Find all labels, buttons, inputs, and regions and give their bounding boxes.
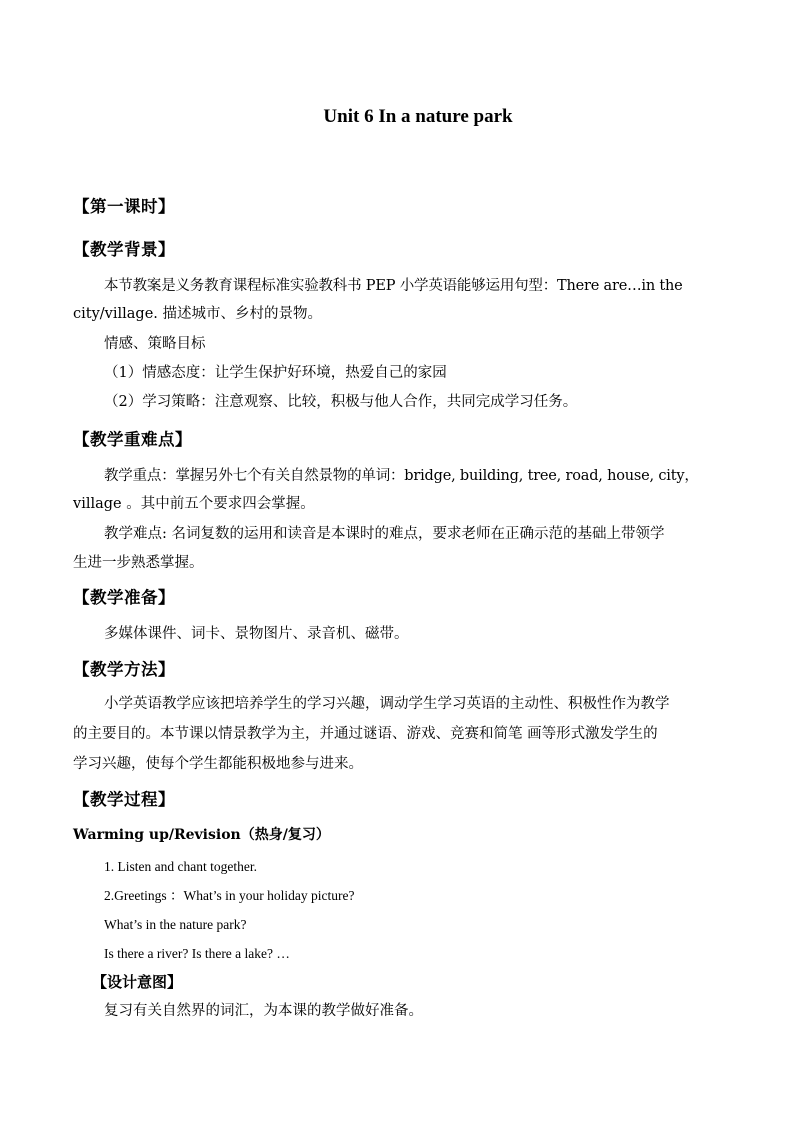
preparation-heading: 【教学准备】 xyxy=(73,588,175,607)
warmup-step-4: Is there a river? Is there a lake? … xyxy=(104,946,290,961)
process-heading: 【教学过程】 xyxy=(73,790,175,809)
lesson-heading: 【第一课时】 xyxy=(73,197,175,216)
method-heading: 【教学方法】 xyxy=(73,660,175,679)
preparation-line-1: 多媒体课件、词卡、景物图片、录音机、磁带。 xyxy=(104,626,409,642)
key-points-line-1: 教学重点：掌握另外七个有关自然景物的单词：bridge, building, tree, road, house, city， xyxy=(104,468,699,484)
method-line-1: 小学英语教学应该把培养学生的学习兴趣，调动学生学习英语的主动性、积极性作为教学 xyxy=(104,696,670,712)
key-points-line-2: village 。其中前五个要求四会掌握。 xyxy=(73,496,315,512)
background-heading: 【教学背景】 xyxy=(73,240,175,259)
goal-item-1: （1）情感态度：让学生保护好环境，热爱自己的家园 xyxy=(104,365,447,381)
goal-item-2: （2）学习策略：注意观察、比较，积极与他人合作，共同完成学习任务。 xyxy=(104,394,578,410)
background-line-2: city/village. 描述城市、乡村的景物。 xyxy=(73,306,322,322)
key-points-line-3: 教学难点: 名词复数的运用和读音是本课时的难点，要求老师在正确示范的基础上带领学 xyxy=(104,526,665,542)
warmup-step-2: 2.Greetings ：What’s in your holiday picture? xyxy=(104,888,355,903)
page-title: Unit 6 In a nature park xyxy=(323,106,513,127)
key-points-line-4: 生进一步熟悉掌握。 xyxy=(73,555,204,571)
warmup-step-3: What’s in the nature park? xyxy=(104,917,247,932)
goal-title: 情感、策略目标 xyxy=(104,336,206,352)
method-line-3: 学习兴趣，使每个学生都能积极地参与进来。 xyxy=(73,756,363,772)
key-points-heading: 【教学重难点】 xyxy=(73,430,192,449)
design-intent-heading: 【设计意图】 xyxy=(92,973,183,991)
warmup-step-1: 1. Listen and chant together. xyxy=(104,859,257,874)
warmup-title: Warming up/Revision（热身/复习） xyxy=(73,827,330,843)
method-line-2: 的主要目的。本节课以情景教学为主，并通过谜语、游戏、竞赛和简笔 画等形式激发学生的 xyxy=(73,726,658,742)
design-intent-text: 复习有关自然界的词汇，为本课的教学做好准备。 xyxy=(104,1003,423,1019)
background-line-1: 本节教案是义务教育课程标准实验教科书 PEP 小学英语能够运用句型：There are…in the xyxy=(104,278,683,294)
